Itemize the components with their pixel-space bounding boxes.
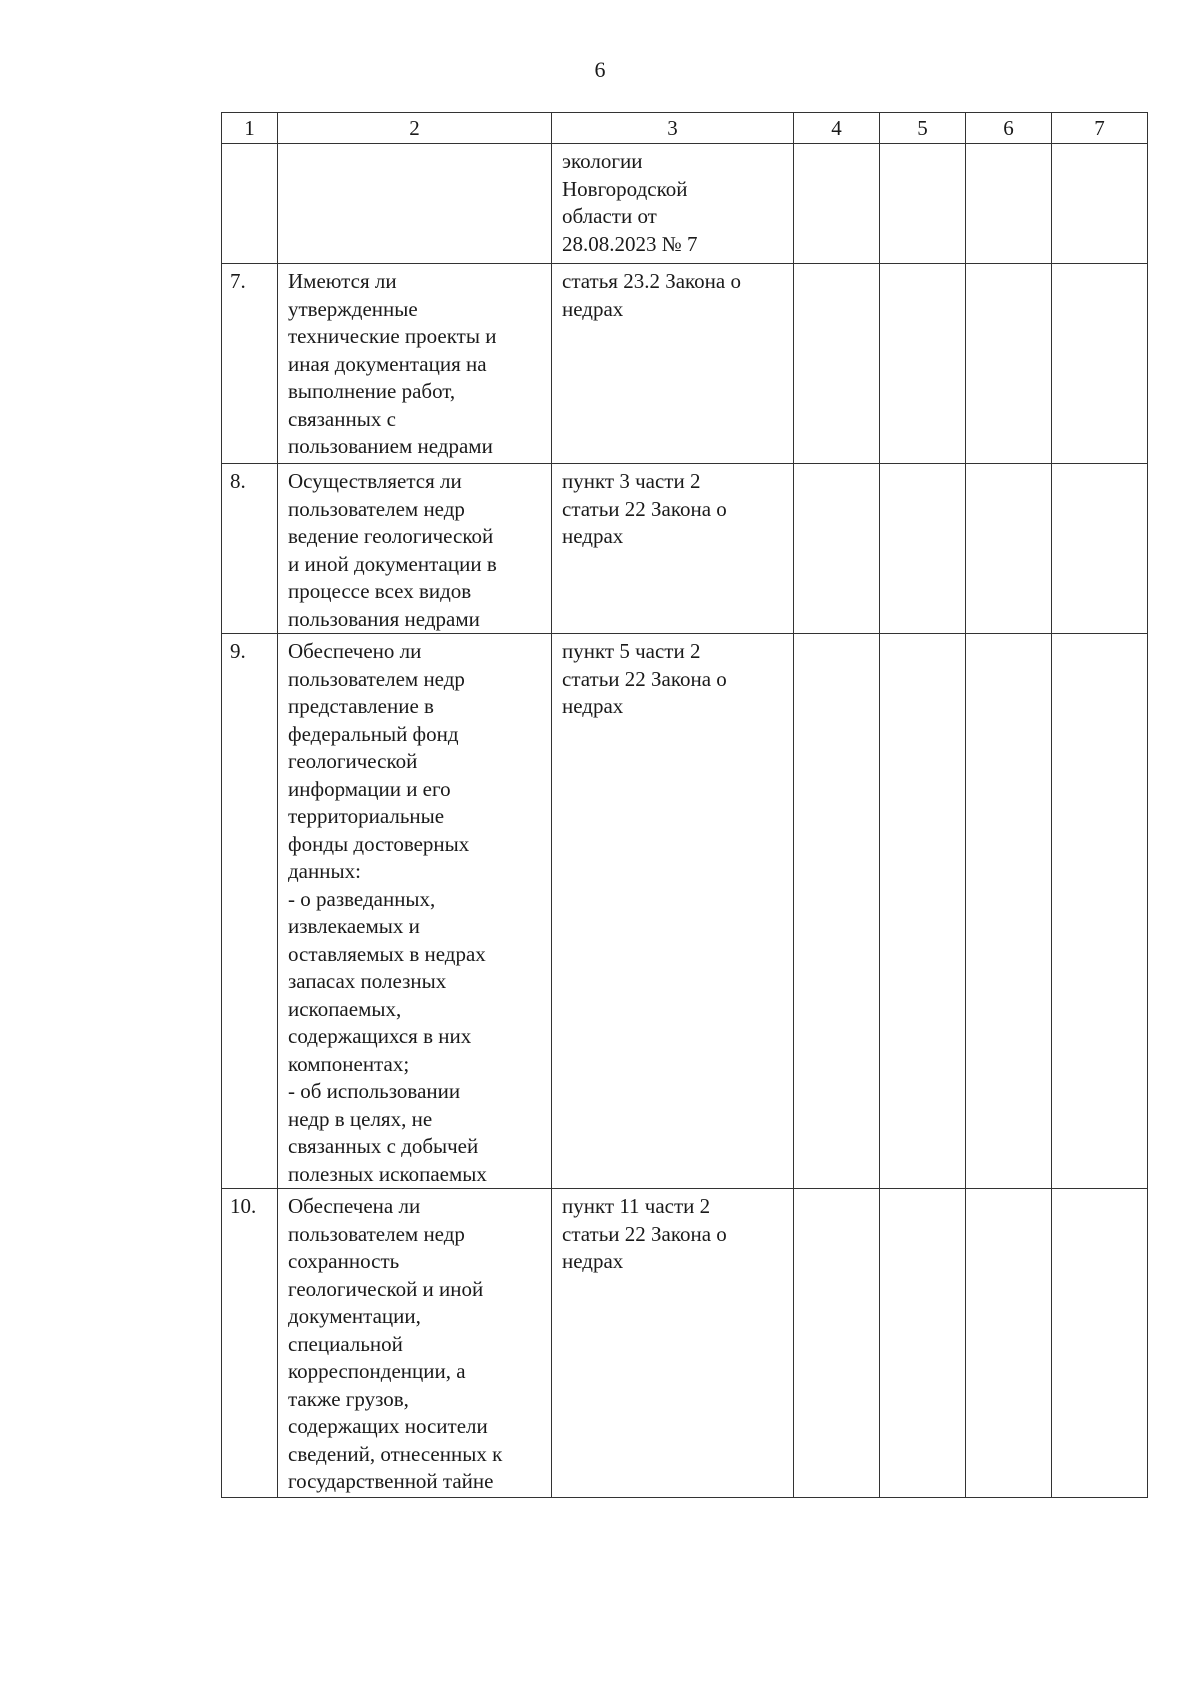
table-row [222, 464, 1148, 634]
answer-cell-5 [880, 1189, 966, 1498]
page-number: 6 [594, 57, 606, 82]
header-col-2: 2 [278, 113, 552, 144]
answer-cell-7 [1052, 144, 1148, 264]
answer-cell-7 [1052, 464, 1148, 634]
answer-cell-6 [966, 264, 1052, 464]
row-question: Осуществляется ли пользователем недр ведение геологической и иной документации в процессе всех видов пользования недрами [278, 464, 552, 634]
table-header-row [222, 113, 1148, 144]
header-col-1: 1 [222, 113, 278, 144]
table-row [222, 144, 1148, 264]
answer-cell-7 [1052, 1189, 1148, 1498]
row-number: 7. [222, 264, 278, 464]
answer-cell-5 [880, 144, 966, 264]
row-question: Обеспечена ли пользователем недр сохранность геологической и иной документации, специальной корреспонденции, а также грузов, содержащих носители сведений, отнесенных к государственной тайне [278, 1189, 552, 1498]
answer-cell-7 [1052, 264, 1148, 464]
answer-cell-5 [880, 634, 966, 1189]
answer-cell-4 [794, 634, 880, 1189]
header-col-3: 3 [552, 113, 794, 144]
header-col-4: 4 [794, 113, 880, 144]
row-number: 9. [222, 634, 278, 1189]
table-row [222, 634, 1148, 1189]
row-question [278, 144, 552, 264]
answer-cell-5 [880, 264, 966, 464]
answer-cell-6 [966, 144, 1052, 264]
answer-cell-7 [1052, 634, 1148, 1189]
answer-cell-4 [794, 264, 880, 464]
row-reference: пункт 3 части 2 статьи 22 Закона о недрах [552, 464, 794, 634]
row-number [222, 144, 278, 264]
row-number: 8. [222, 464, 278, 634]
row-number: 10. [222, 1189, 278, 1498]
table-row [222, 1189, 1148, 1498]
row-reference: экологии Новгородской области от 28.08.2023 № 7 [552, 144, 794, 264]
header-col-7: 7 [1052, 113, 1148, 144]
row-question: Обеспечено ли пользователем недр представление в федеральный фонд геологической информации и его территориальные фонды достоверных данных: - о разведанных, извлекаемых и оставляемых в недрах запасах полезных ископаемых, содержащихся в них компонентах; - об использовании недр в целях, не связанных с добычей полезных ископаемых [278, 634, 552, 1189]
answer-cell-6 [966, 634, 1052, 1189]
row-reference: пункт 11 части 2 статьи 22 Закона о недрах [552, 1189, 794, 1498]
header-col-6: 6 [966, 113, 1052, 144]
row-reference: пункт 5 части 2 статьи 22 Закона о недрах [552, 634, 794, 1189]
answer-cell-6 [966, 1189, 1052, 1498]
answer-cell-4 [794, 1189, 880, 1498]
answer-cell-6 [966, 464, 1052, 634]
checklist-table [221, 112, 1148, 1498]
answer-cell-4 [794, 464, 880, 634]
answer-cell-4 [794, 144, 880, 264]
row-question: Имеются ли утвержденные технические проекты и иная документация на выполнение работ, связанных с пользованием недрами [278, 264, 552, 464]
header-col-5: 5 [880, 113, 966, 144]
answer-cell-5 [880, 464, 966, 634]
row-reference: статья 23.2 Закона о недрах [552, 264, 794, 464]
table-row [222, 264, 1148, 464]
